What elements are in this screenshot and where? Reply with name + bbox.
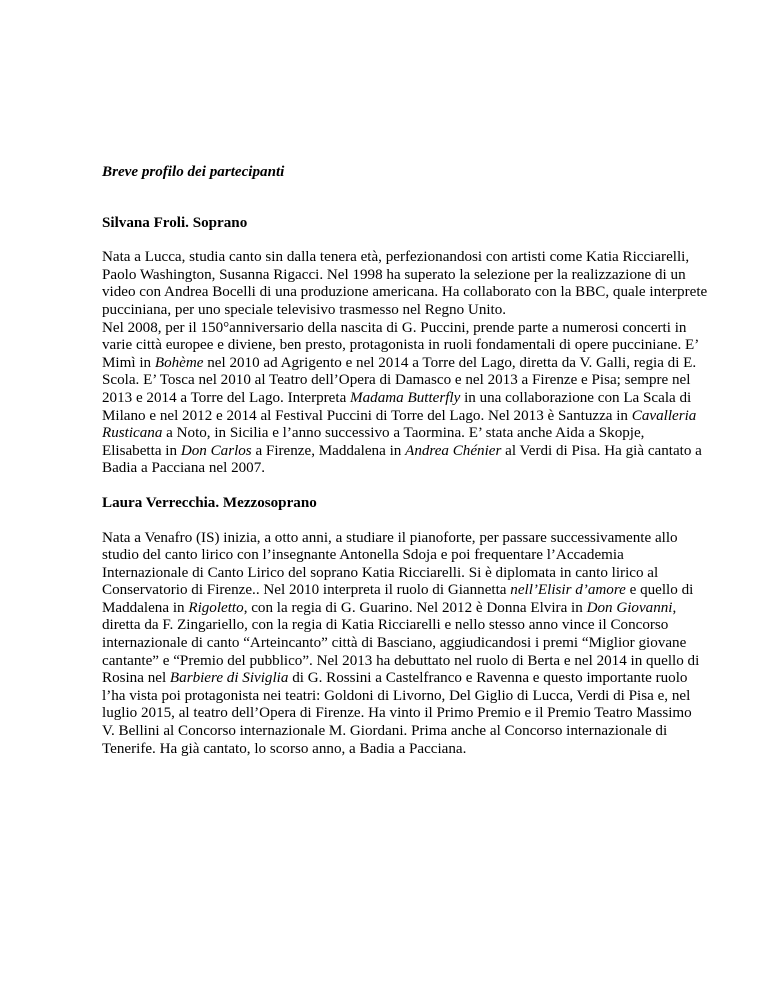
text-line — [102, 266, 686, 285]
text-line — [102, 565, 682, 583]
paragraph — [102, 249, 708, 319]
text-run: nel 2010 ad Agrigento e nel 2014 a Torre del Lago, diretta da V. Galli, regia di E. — [203, 354, 697, 371]
text-line — [102, 600, 682, 618]
text-line — [102, 249, 690, 267]
paragraph — [102, 319, 702, 478]
paragraph — [102, 529, 700, 759]
text-run: Conservatorio di Firenze.. Nel 2010 interpreta il ruolo di Giannetta — [102, 582, 511, 599]
text-line — [102, 547, 682, 565]
text-line — [102, 407, 697, 426]
text-run: varie città europee e diviene, ben presto, protagonista in ruoli fondamentali di opere pucciniane. E’ — [102, 337, 700, 354]
section-heading: Silvana Froli. Soprano — [102, 214, 248, 231]
text-line — [102, 425, 682, 443]
text-run: , — [672, 599, 677, 616]
text-run: Mimì in — [102, 354, 155, 371]
text-run: luglio 2015, al teatro dell’Opera di Firenze. Ha vinto il Primo Premio e il Premio Teatro Massimo — [102, 705, 692, 722]
italic-title-text: Don Giovanni — [586, 599, 673, 616]
text-run: Badia a Pacciana nel 2007. — [102, 460, 266, 477]
text-run: 2013 e 2014 a Torre del Lago. Interpreta — [102, 389, 351, 406]
italic-title-text: Don Carlos — [180, 442, 252, 459]
document-body — [102, 164, 708, 775]
italic-title-text: Andrea Chénier — [405, 442, 502, 459]
text-run: video con Andrea Bocelli di una produzione americana. Ha collaborato con la BBC, quale interprete — [102, 284, 708, 301]
text-run: pucciniana, per uno speciale televisivo trasmesso nel Regno Unito. — [102, 301, 507, 318]
text-line — [102, 705, 692, 723]
text-line — [102, 635, 687, 653]
text-line — [102, 302, 682, 320]
text-line — [102, 687, 691, 706]
text-run: e quello di — [625, 582, 694, 599]
text-run: a Noto, in Sicilia e l’anno successivo a Taormina. E’ stata anche Aida a Skopje, — [162, 425, 645, 442]
text-run: al Verdi di Pisa. Ha già cantato a — [501, 442, 702, 459]
text-run: studio del canto lirico con l’insegnante Antonella Sdoja e poi frequentare l’Accademia — [102, 547, 624, 564]
text-line — [102, 319, 687, 338]
text-run: V. Bellini al Concorso internazionale M. Giordani. Prima anche al Concorso internazionale di — [102, 723, 668, 740]
text-line — [102, 460, 682, 478]
text-run: Nata a Venafro (IS) inizia, a otto anni, a studiare il pianoforte, per passare successivamente allo — [102, 529, 678, 546]
text-line — [102, 617, 682, 635]
text-run: Rosina nel — [102, 670, 170, 687]
text-run: Tenerife. Ha già cantato, lo scorso anno, a Badia a Pacciana. — [102, 740, 467, 757]
italic-title-text: Cavalleria — [631, 407, 697, 424]
text-run: l’ha vista poi protagonista nei teatri: Goldoni di Livorno, Del Giglio di Lucca, Verdi di Pisa e, nel — [102, 687, 691, 704]
text-line — [102, 354, 697, 373]
text-run: Elisabetta in — [102, 442, 181, 459]
text-line — [102, 582, 694, 600]
italic-title-text: Madama Butterfly — [350, 389, 461, 406]
text-run: Internazionale di Canto Lirico del soprano Katia Ricciarelli. Si è diplomata in canto lirico al — [102, 564, 659, 581]
text-run: in una collaborazione con La Scala di — [460, 389, 692, 406]
text-line — [102, 741, 682, 759]
section-heading: Laura Verrecchia. Mezzosoprano — [102, 494, 317, 511]
text-run: Nel 2008, per il 150°anniversario della nascita di G. Puccini, prende parte a numerosi concerti in — [102, 319, 687, 336]
text-line — [102, 442, 702, 461]
document-title: Breve profilo dei partecipanti — [102, 164, 285, 180]
text-run: Milano e nel 2012 e 2014 al Festival Puccini di Torre del Lago. Nel 2013 è Santuzza in — [102, 407, 632, 424]
text-run: , con la regia di G. Guarino. Nel 2012 è Donna Elvira in — [243, 599, 587, 616]
italic-title-text: nell’Elisir d’amore — [510, 582, 626, 599]
text-line — [102, 723, 682, 741]
text-run: cantante” e “Premio del pubblico”. Nel 2013 ha debuttato nel ruolo di Berta e nel 2014 in quello di — [102, 652, 700, 669]
text-line — [102, 337, 700, 355]
text-run: internazionale di canto “Arteincanto” città di Basciano, aggiudicandosi i premi “Miglior giovane — [102, 635, 687, 652]
text-run: Nata a Lucca, studia canto sin dalla tenera età, perfezionandosi con artisti come Katia Ricciarelli, — [102, 249, 690, 266]
italic-title-text: Rusticana — [102, 425, 163, 442]
text-line — [102, 530, 682, 548]
text-line — [102, 652, 700, 671]
text-run: Maddalena in — [102, 599, 189, 616]
text-line — [102, 670, 688, 688]
sections-container — [102, 214, 708, 759]
text-line — [102, 284, 708, 302]
text-run: Scola. E’ Tosca nel 2010 al Teatro dell’Opera di Damasco e nel 2013 a Firenze e Pisa; sempre nel — [102, 372, 691, 389]
text-line — [102, 372, 691, 390]
italic-title-text: Barbiere di Siviglia — [169, 670, 289, 687]
text-run: a Firenze, Maddalena in — [251, 442, 406, 459]
text-run: diretta da F. Zingariello, con la regia di Katia Ricciarelli e nello stesso anno vince il Concorso — [102, 617, 669, 634]
italic-title-text: Bohème — [154, 354, 204, 371]
text-run: Paolo Washington, Susanna Rigacci. Nel 1998 ha superato la selezione per la realizzazione di un — [102, 266, 686, 283]
text-line — [102, 389, 692, 408]
text-run: di G. Rossini a Castelfranco e Ravenna e questo importante ruolo — [288, 670, 688, 687]
italic-title-text: Rigoletto — [188, 599, 244, 616]
